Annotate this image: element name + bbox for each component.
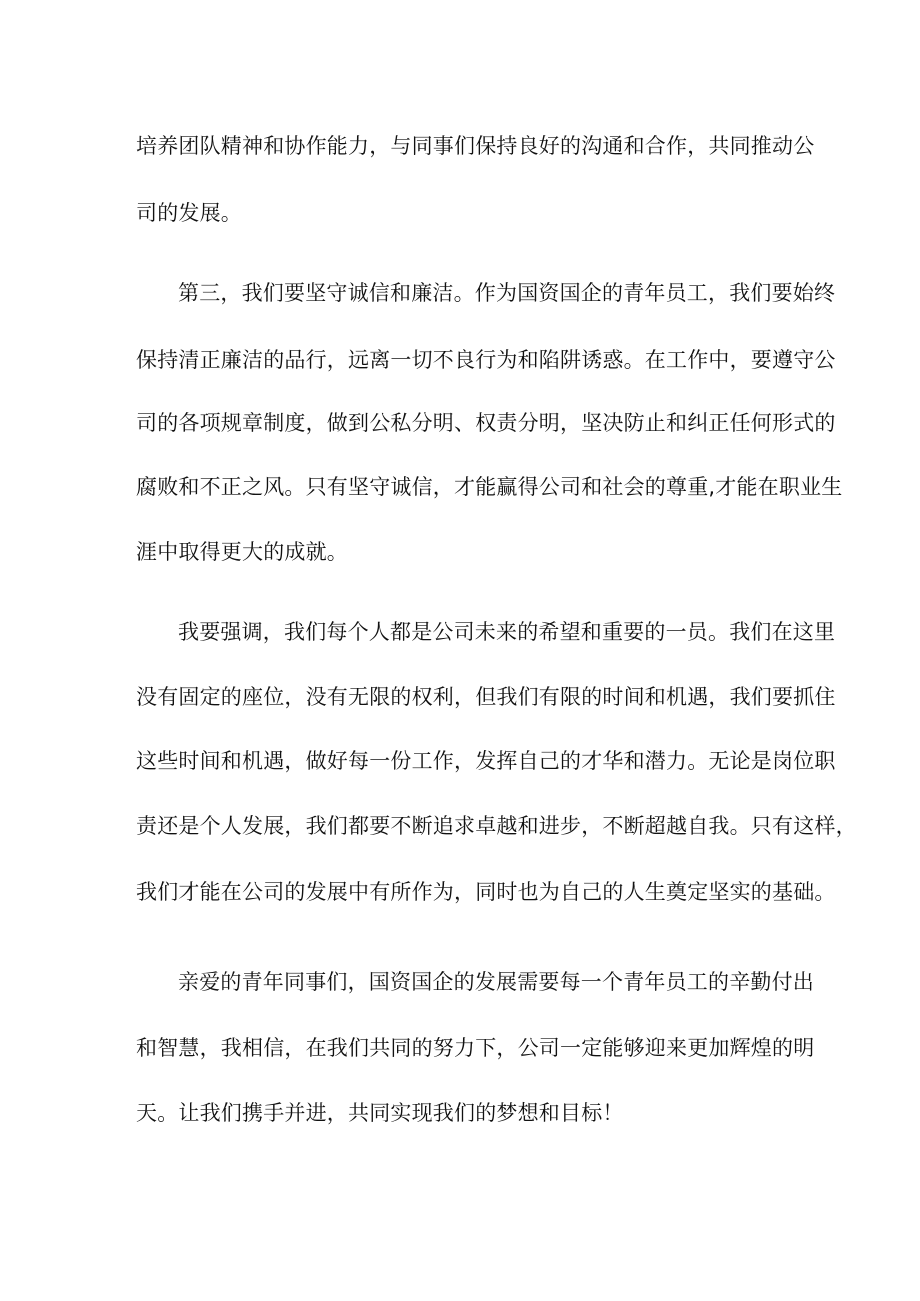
paragraph-2-line-5: 涯中取得更大的成就。 bbox=[136, 540, 348, 564]
paragraph-3-line-5: 我们才能在公司的发展中有所作为，同时也为自己的人生奠定坚实的基础。 bbox=[136, 880, 836, 904]
paragraph-4-line-3: 天。让我们携手并进，共同实现我们的梦想和目标！ bbox=[136, 1101, 624, 1125]
paragraph-3-line-4: 责还是个人发展，我们都要不断追求卓越和进步，不断超越自我。只有这样， bbox=[136, 814, 857, 838]
paragraph-4-line-2: 和智慧，我相信，在我们共同的努力下，公司一定能够迎来更加辉煌的明 bbox=[136, 1036, 815, 1060]
paragraph-3-line-3: 这些时间和机遇，做好每一份工作，发挥自己的才华和潜力。无论是岗位职 bbox=[136, 749, 836, 773]
paragraph-2-line-1: 第三，我们要坚守诚信和廉洁。作为国资国企的青年员工，我们要始终 bbox=[178, 281, 836, 305]
paragraph-4-line-1: 亲爱的青年同事们，国资国企的发展需要每一个青年员工的辛勤付出 bbox=[178, 970, 814, 994]
paragraph-2-line-2: 保持清正廉洁的品行，远离一切不良行为和陷阱诱惑。在工作中，要遵守公 bbox=[136, 348, 836, 372]
paragraph-1-line-1: 培养团队精神和协作能力，与同事们保持良好的沟通和合作，共同推动公 bbox=[136, 134, 815, 158]
paragraph-2-line-4: 腐败和不正之风。只有坚守诚信，才能赢得公司和社会的尊重,才能在职业生 bbox=[136, 475, 843, 499]
paragraph-3-line-1: 我要强调，我们每个人都是公司未来的希望和重要的一员。我们在这里 bbox=[178, 620, 836, 644]
paragraph-2-line-3: 司的各项规章制度，做到公私分明、权责分明，坚决防止和纠正任何形式的 bbox=[136, 411, 836, 435]
paragraph-3-line-2: 没有固定的座位，没有无限的权利，但我们有限的时间和机遇，我们要抓住 bbox=[136, 685, 836, 709]
paragraph-1-line-2: 司的发展。 bbox=[136, 201, 242, 225]
